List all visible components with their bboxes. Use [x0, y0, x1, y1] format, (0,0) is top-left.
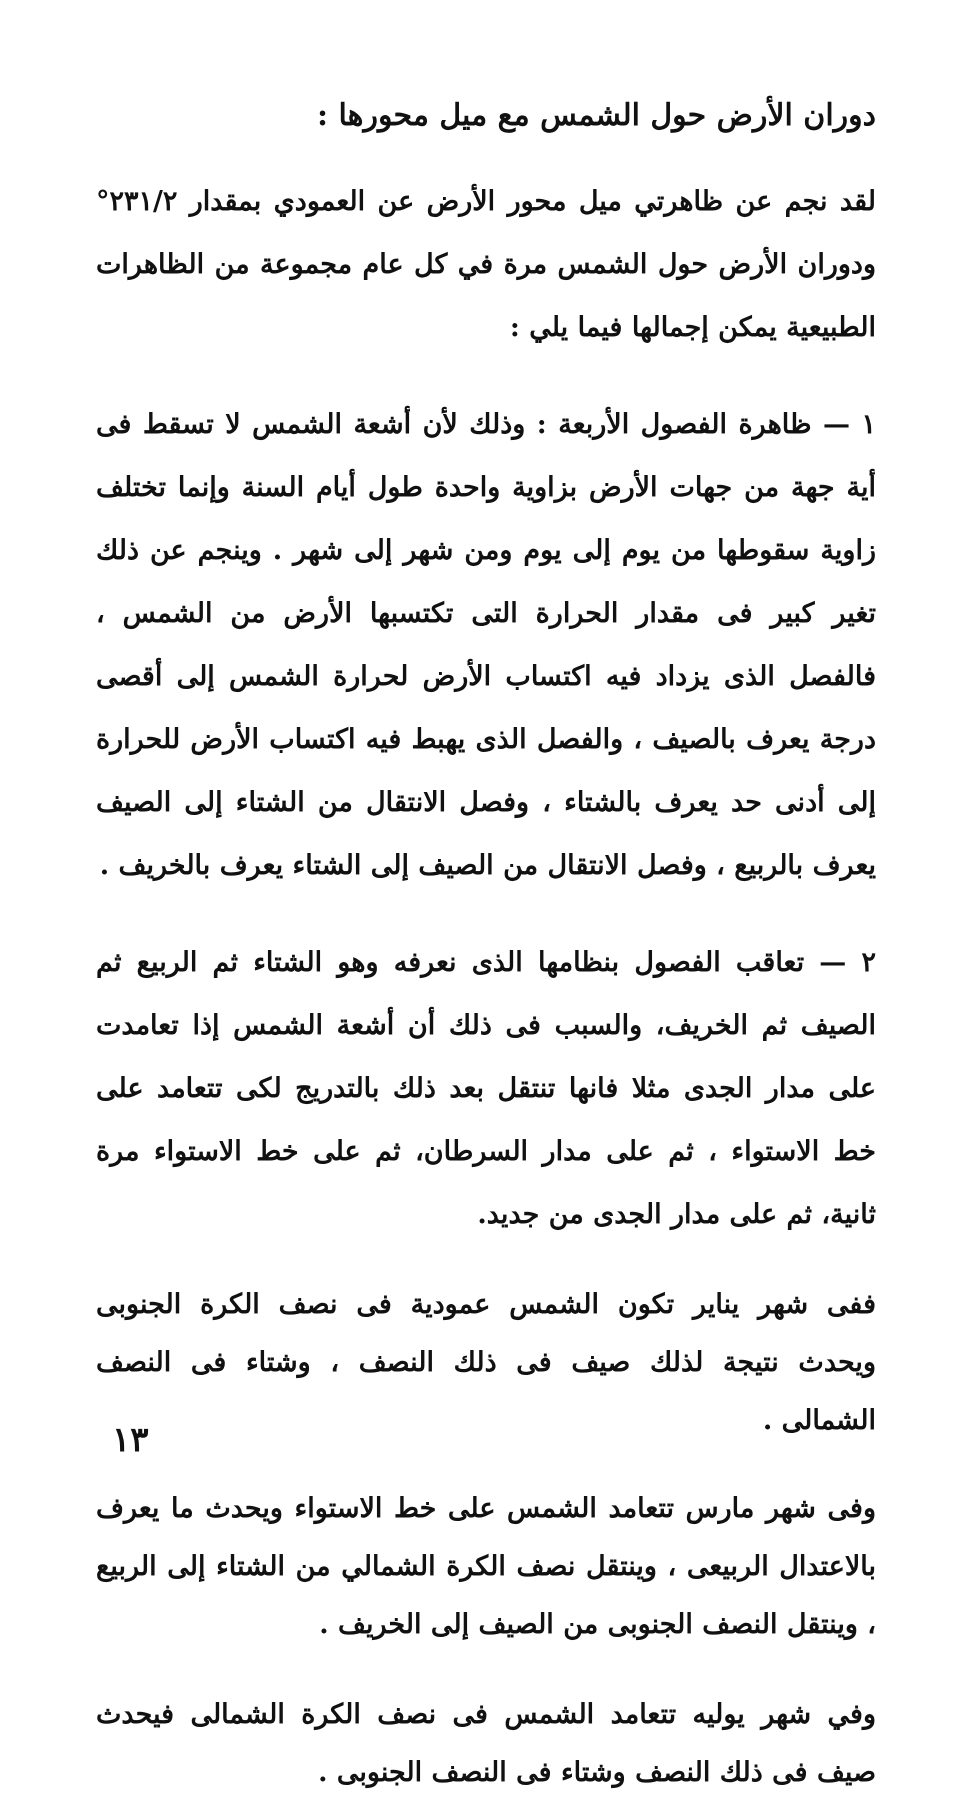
page-body: [96, 70, 876, 1788]
paragraph-season-succession: ٢ — تعاقب الفصول بنظامها الذى نعرفه وهو الشتاء ثم الربيع ثم الصيف ثم الخريف، والسبب فى ذلك أن أشعة الشمس إذا تعامدت على مدار الجدى مثلا فانها تنتقل بعد ذلك بالتدريج لكى تتعامد على خط الاستواء ، ثم على مدار السرطان، ثم على خط الاستواء مرة ثانية، ثم على مدار الجدى من جديد.: [96, 947, 876, 1230]
paragraph-january: ففى شهر يناير تكون الشمس عمودية فى نصف الكرة الجنوبى ويحدث نتيجة لذلك صيف فى ذلك النصف ، وشتاء فى النصف الشمالى .: [96, 1289, 876, 1436]
paragraph-intro: لقد نجم عن ظاهرتي ميل محور الأرض عن العمودي بمقدار ٢٣١/٢° ودوران الأرض حول الشمس مرة في كل عام مجموعة من الظاهرات الطبيعية يمكن إجمالها فيما يلي :: [96, 186, 876, 343]
paragraph-july: وفي شهر يوليه تتعامد الشمس فى نصف الكرة الشمالى فيحدث صيف فى ذلك النصف وشتاء فى النصف الجنوبى .: [96, 1699, 876, 1788]
page-number: ١٣: [112, 1420, 149, 1460]
paragraph-march: وفى شهر مارس تتعامد الشمس على خط الاستواء ويحدث ما يعرف بالاعتدال الربيعى ، وينتقل نصف الكرة الشمالي من الشتاء إلى الربيع ، وينتقل النصف الجنوبى من الصيف إلى الخريف .: [96, 1493, 876, 1640]
section-heading: دوران الأرض حول الشمس مع ميل محورها :: [316, 98, 876, 133]
paragraph-four-seasons: ١ — ظاهرة الفصول الأربعة : وذلك لأن أشعة الشمس لا تسقط فى أية جهة من جهات الأرض بزاوية واحدة طول أيام السنة وإنما تختلف زاوية سقوطها من يوم إلى يوم ومن شهر إلى شهر . وينجم عن ذلك تغير كبير فى مقدار الحرارة التى تكتسبها الأرض من الشمس ، فالفصل الذى يزداد فيه اكتساب الأرض لحرارة الشمس إلى أقصى درجة يعرف بالصيف ، والفصل الذى يهبط فيه اكتساب الأرض للحرارة إلى أدنى حد يعرف بالشتاء ، وفصل الانتقال من الشتاء إلى الصيف يعرف بالربيع ، وفصل الانتقال من الصيف إلى الشتاء يعرف بالخريف .: [96, 409, 876, 881]
